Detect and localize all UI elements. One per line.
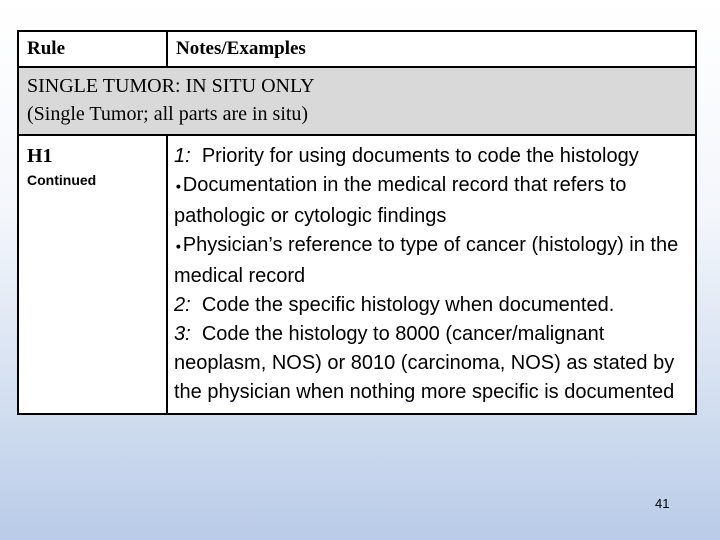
page-number: 41 — [655, 496, 670, 511]
note-number: 2: — [174, 294, 191, 316]
rule-id: H1 — [27, 145, 53, 167]
bullet-icon: ∙ — [174, 179, 183, 195]
table-row — [18, 135, 696, 414]
note-text: Code the histology to 8000 (cancer/malignant neoplasm, NOS) or 8010 (carcinoma, NOS) as stated by the physician when nothing more specific is documented — [174, 323, 675, 403]
rules-table — [17, 30, 697, 415]
note-item — [174, 142, 689, 171]
note-text: Code the specific histology when documented. — [201, 294, 615, 316]
note-text: Documentation in the medical record that refers to pathologic or cytologic findings — [174, 174, 627, 227]
note-item — [174, 320, 689, 407]
header-rule: Rule — [18, 31, 167, 67]
section-subtitle: (Single Tumor; all parts are in situ) — [27, 103, 309, 125]
notes-cell — [167, 135, 696, 414]
section-title: SINGLE TUMOR: IN SITU ONLY — [27, 75, 315, 97]
header-notes: Notes/Examples — [167, 31, 696, 67]
section-cell — [18, 67, 696, 135]
note-item — [174, 231, 689, 291]
rule-continued-label: Continued — [27, 172, 97, 188]
note-number: 3: — [174, 323, 191, 345]
note-number: 1: — [174, 145, 191, 167]
bullet-icon: ∙ — [174, 239, 183, 255]
note-item — [174, 291, 689, 320]
note-item — [174, 171, 689, 231]
note-text: Physician’s reference to type of cancer (histology) in the medical record — [174, 234, 679, 287]
table-header-row — [18, 31, 696, 67]
section-row — [18, 67, 696, 135]
note-text: Priority for using documents to code the histology — [201, 145, 639, 167]
rule-cell — [18, 135, 167, 414]
